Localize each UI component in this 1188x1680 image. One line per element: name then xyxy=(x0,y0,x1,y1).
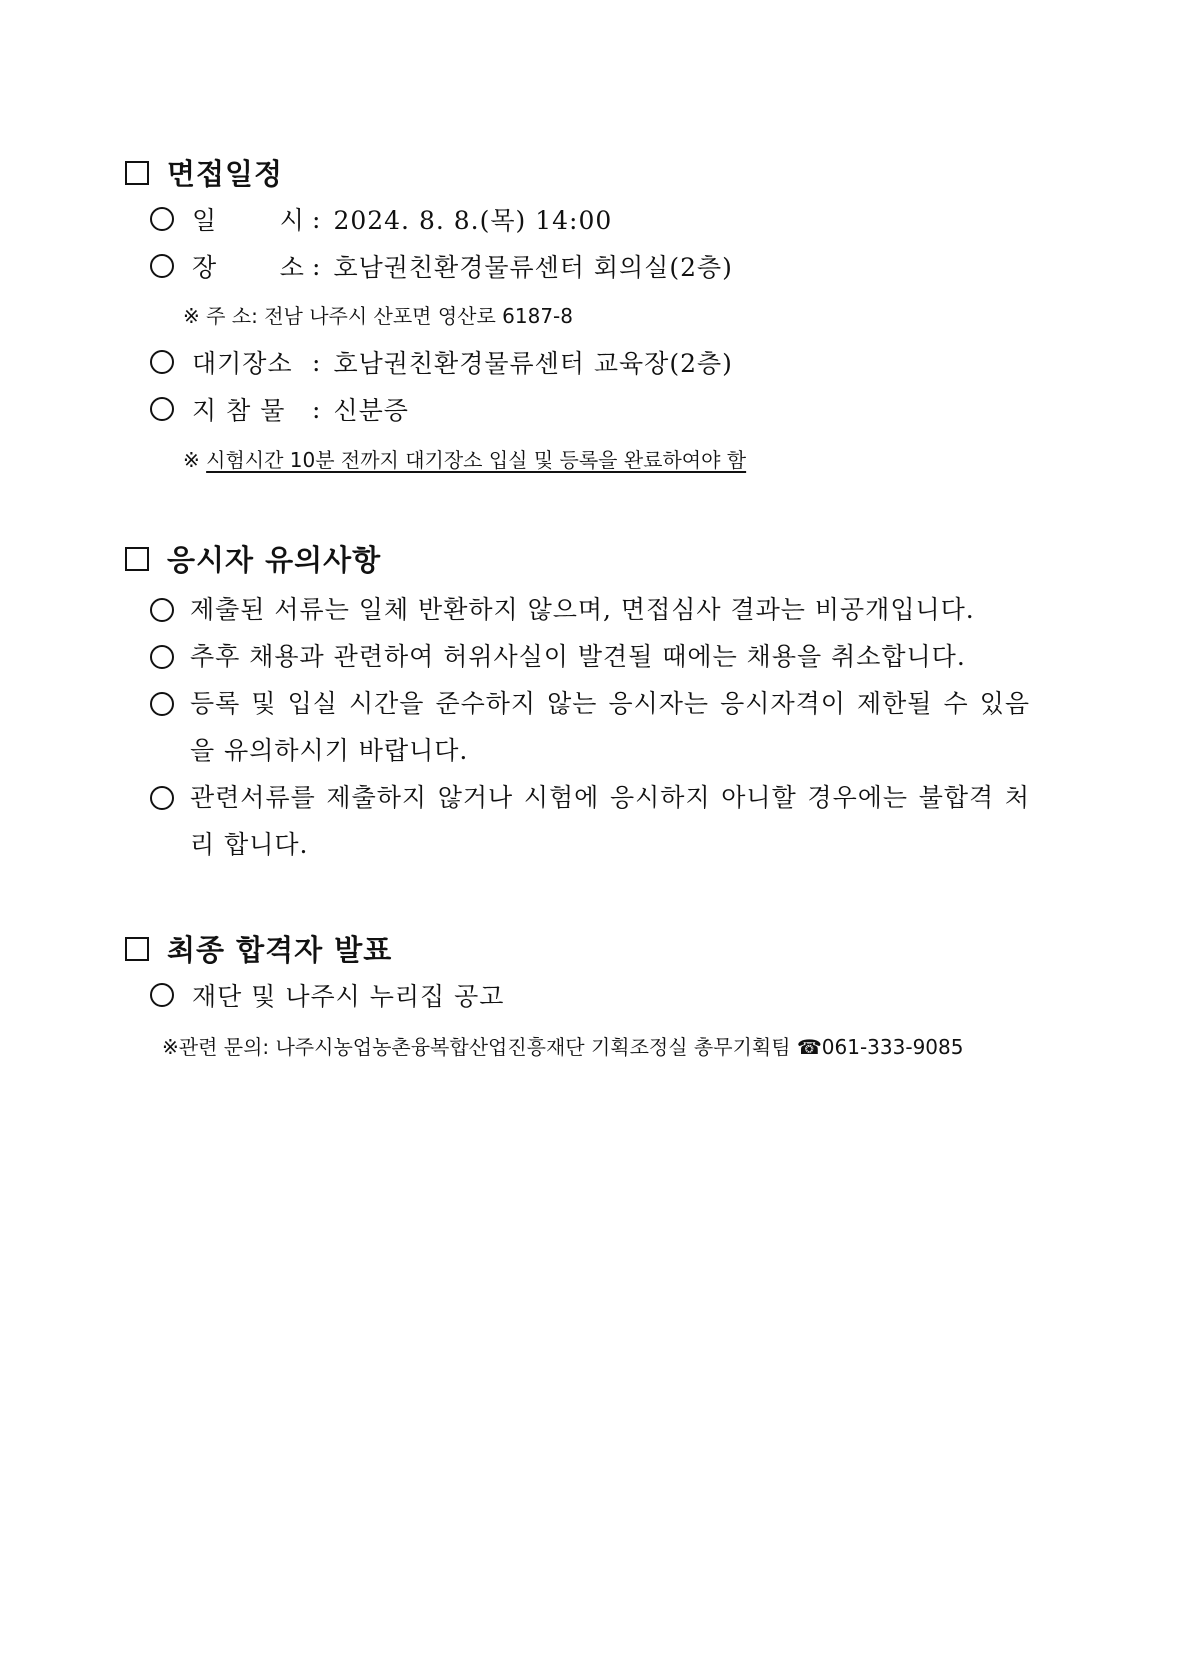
circle-bullet-icon xyxy=(150,397,174,421)
arrival-note xyxy=(183,444,746,473)
circle-bullet-icon xyxy=(150,692,174,716)
item-colon: : xyxy=(312,251,322,281)
address-note: ※ 주 소: 전남 나주시 산포면 영산로 6187-8 xyxy=(183,304,573,328)
square-bullet-icon xyxy=(125,937,149,961)
circle-bullet-icon xyxy=(150,786,174,810)
arrival-note-text: 시험시간 10분 전까지 대기장소 입실 및 등록을 완료하여야 함 xyxy=(206,448,747,472)
schedule-item-waiting-place xyxy=(150,344,733,380)
item-label: 일 시 xyxy=(192,206,305,235)
notice-item xyxy=(150,633,1030,680)
notice-item-text: 등록 및 입실 시간을 준수하지 않는 응시자는 응시자격이 제한될 수 있음을 유의하시기 바랍니다. xyxy=(190,689,1030,765)
item-label: 장 소 xyxy=(192,253,305,282)
item-colon: : xyxy=(312,204,322,234)
circle-bullet-icon xyxy=(150,254,174,278)
square-bullet-icon xyxy=(125,161,149,185)
section-heading-text: 면접일정 xyxy=(167,157,284,191)
notice-item-text: 제출된 서류는 일체 반환하지 않으며, 면접심사 결과는 비공개입니다. xyxy=(190,595,975,624)
section-heading-text: 응시자 유의사항 xyxy=(167,543,382,577)
item-value: 호남권친환경물류센터 회의실(2층) xyxy=(333,253,733,282)
item-label: 지 참 물 xyxy=(192,396,286,425)
section-heading-notice xyxy=(125,538,381,579)
contact-note: ※관련 문의: 나주시농업농촌융복합산업진흥재단 기획조정실 총무기획팀 ☎061-333-9085 xyxy=(162,1035,964,1059)
note-mark: ※ xyxy=(183,448,200,472)
item-colon: : xyxy=(312,394,322,424)
item-value: 호남권친환경물류센터 교육장(2층) xyxy=(333,349,733,378)
result-item-text: 재단 및 나주시 누리집 공고 xyxy=(192,982,505,1011)
section-heading-schedule xyxy=(125,152,283,193)
section-heading-result xyxy=(125,928,392,969)
schedule-item-place xyxy=(150,248,733,284)
schedule-item-datetime xyxy=(150,201,612,237)
notice-item xyxy=(150,680,1030,774)
square-bullet-icon xyxy=(125,547,149,571)
circle-bullet-icon xyxy=(150,983,174,1007)
circle-bullet-icon xyxy=(150,207,174,231)
circle-bullet-icon xyxy=(150,350,174,374)
item-colon: : xyxy=(312,347,322,377)
circle-bullet-icon xyxy=(150,598,174,622)
circle-bullet-icon xyxy=(150,645,174,669)
schedule-item-belongings xyxy=(150,391,409,427)
section-heading-text: 최종 합격자 발표 xyxy=(167,933,393,967)
notice-item-text: 추후 채용과 관련하여 허위사실이 발견될 때에는 채용을 취소합니다. xyxy=(190,642,966,671)
item-value: 2024. 8. 8.(목) 14:00 xyxy=(333,206,613,235)
item-label: 대기장소 xyxy=(192,349,293,378)
item-value: 신분증 xyxy=(333,396,409,425)
notice-item xyxy=(150,774,1030,868)
notice-item-text: 관련서류를 제출하지 않거나 시험에 응시하지 아니할 경우에는 불합격 처리 합니다. xyxy=(190,783,1030,859)
result-item xyxy=(150,977,504,1013)
notice-item xyxy=(150,586,1030,633)
